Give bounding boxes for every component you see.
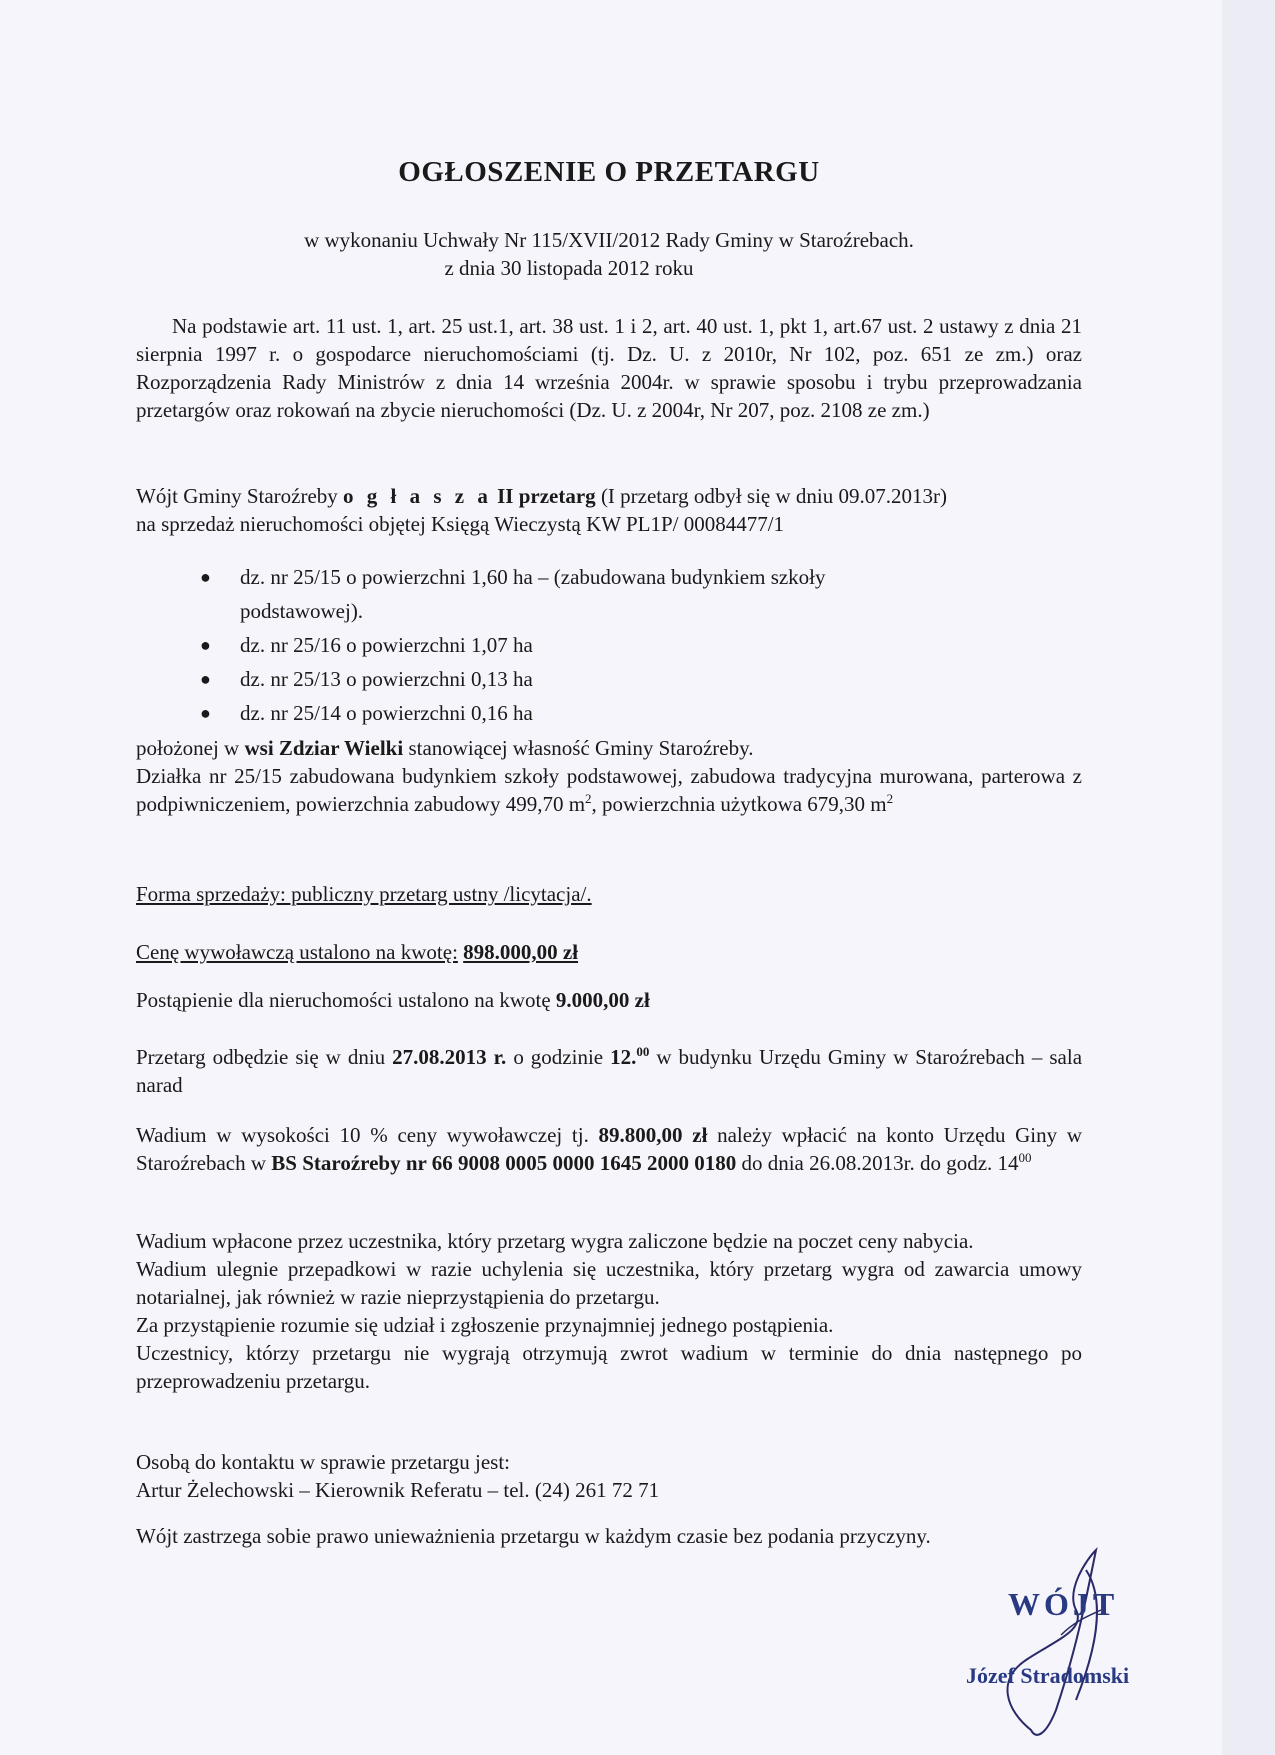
- village-name: wsi Zdziar Wielki: [244, 736, 404, 760]
- starting-price: Cenę wywoławczą ustalono na kwotę: 898.000,00 zł: [136, 940, 579, 964]
- bullet-icon: ●: [200, 567, 211, 587]
- bank-account: BS Staroźreby nr 66 9008 0005 0000 1645 2000 0180: [271, 1151, 737, 1175]
- announcement-paragraph: [136, 482, 1082, 538]
- bid-increment: Postąpienie dla nieruchomości ustalono na kwotę 9.000,00 zł: [136, 988, 650, 1012]
- auction-hour: 12.00: [610, 1044, 650, 1069]
- rule-paragraph: Uczestnicy, którzy przetargu nie wygrają otrzymują zwrot wadium w terminie do dnia następnego po przeprowadzeniu przetargu.: [136, 1341, 1082, 1393]
- signatory-name: Józef Stradomski: [966, 1663, 1130, 1688]
- scan-margin: [1222, 0, 1275, 1755]
- reservation-paragraph: Wójt zastrzega sobie prawo unieważnienia przetargu w każdym czasie bez podania przyczyny.: [136, 1524, 931, 1548]
- resolution-line: w wykonaniu Uchwały Nr 115/XVII/2012 Rady Gminy w Staroźrebach.: [304, 228, 914, 252]
- list-item: ● dz. nr 25/16 o powierzchni 1,07 ha: [200, 628, 900, 662]
- bid-increment-value: 9.000,00 zł: [555, 988, 650, 1012]
- announces-word: o g ł a s z a: [343, 484, 492, 508]
- list-item: ● dz. nr 25/15 o powierzchni 1,60 ha – (zabudowana budynkiem szkoły podstawowej).: [200, 560, 900, 628]
- resolution-date: z dnia 30 listopada 2012 roku: [444, 256, 694, 280]
- deposit-amount: 89.800,00 zł: [598, 1123, 708, 1147]
- auction-date: 27.08.2013 r.: [392, 1045, 507, 1069]
- tender-round: II przetarg: [497, 484, 596, 508]
- deposit-paragraph: Wadium w wysokości 10 % ceny wywoławczej tj. 89.800,00 zł należy wpłacić na konto Urzędu Giny w Staroźrebach w BS Staroźreby nr 66 9008 0005 0000 1645 2000 0180 do dnia 26.08.2013r. do godz. $14^{00}$: [136, 1123, 1083, 1175]
- contact-paragraph: Osobą do kontaktu w sprawie przetargu jest: Artur Żelechowski – Kierownik Referatu – tel. (24) 261 72 71: [136, 1448, 1082, 1504]
- location-paragraph: położonej w wsi Zdziar Wielki stanowiącej własność Gminy Staroźreby. Działka nr 25/15 zabudowana budynkiem szkoły podstawowej, zabudowa tradycyjna murowana, parterowa z podpiwniczeniem, powierzchnia zabudowy 499,70 $m^2$, powierzchnia użytkowa 679,30 $m^2$: [136, 736, 1082, 816]
- handwritten-signature-icon: [936, 1540, 1176, 1740]
- office-stamp: WÓJT: [1008, 1586, 1119, 1622]
- announcement-intro: Wójt Gminy Staroźreby: [136, 484, 338, 508]
- rule-paragraph: Wadium wpłacone przez uczestnika, który przetarg wygra zaliczone będzie na poczet ceny nabycia.: [136, 1229, 974, 1253]
- starting-price-value: 898.000,00 zł: [463, 940, 579, 964]
- sale-form: Forma sprzedaży: publiczny przetarg ustny /licytacja/.: [136, 882, 592, 906]
- building-description: Działka nr 25/15 zabudowana budynkiem szkoły podstawowej, zabudowa tradycyjna murowana, parterowa z podpiwniczeniem, powierzchnia zabudowy 499,70 m: [136, 764, 1082, 816]
- list-item: ● dz. nr 25/14 o powierzchni 0,16 ha: [200, 696, 900, 730]
- rule-paragraph: Za przystąpienie rozumie się udział i zgłoszenie przynajmniej jednego postąpienia.: [136, 1313, 834, 1337]
- rule-paragraph: Wadium ulegnie przepadkowi w razie uchylenia się uczestnika, który przetarg wygra od zawarcia umowy notarialnej, jak również w razie nieprzystąpienia do przetargu.: [136, 1257, 1082, 1309]
- plot-list: [200, 560, 900, 730]
- list-item: ● dz. nr 25/13 o powierzchni 0,13 ha: [200, 662, 900, 696]
- legal-basis-paragraph: Na podstawie art. 11 ust. 1, art. 25 ust.1, art. 38 ust. 1 i 2, art. 40 ust. 1, pkt 1, art.67 ust. 2 ustawy z dnia 21 sierpnia 1997 r. o gospodarce nieruchomościami (tj. Dz. U. z 2010r, Nr 102, poz. 651 ze zm.) oraz Rozporządzenia Rady Ministrów z dnia 14 września 2004r. w sprawie sposobu i trybu przeprowadzania przetargów oraz rokowań na zbycie nieruchomości (Dz. U. z 2004r, Nr 207, poz. 2108 ze zm.): [136, 314, 1082, 422]
- previous-tender-note: (I przetarg odbył się w dniu 09.07.2013r): [600, 484, 947, 508]
- page-title: OGŁOSZENIE O PRZETARGU: [398, 156, 820, 188]
- auction-date-paragraph: Przetarg odbędzie się w dniu 27.08.2013 r. o godzinie 12.00 w budynku Urzędu Gminy w Staroźrebach – sala narad: [136, 1044, 1083, 1097]
- deposit-rules: [136, 1227, 1082, 1395]
- bullet-icon: ●: [200, 669, 211, 689]
- signature-stamp: [956, 1580, 1206, 1720]
- bullet-icon: ●: [200, 635, 211, 655]
- bullet-icon: ●: [200, 703, 211, 723]
- land-register-line: na sprzedaż nieruchomości objętej Księgą Wieczystą KW PL1P/ 00084477/1: [136, 512, 785, 536]
- contact-person: Artur Żelechowski – Kierownik Referatu – tel. (24) 261 72 71: [136, 1478, 660, 1502]
